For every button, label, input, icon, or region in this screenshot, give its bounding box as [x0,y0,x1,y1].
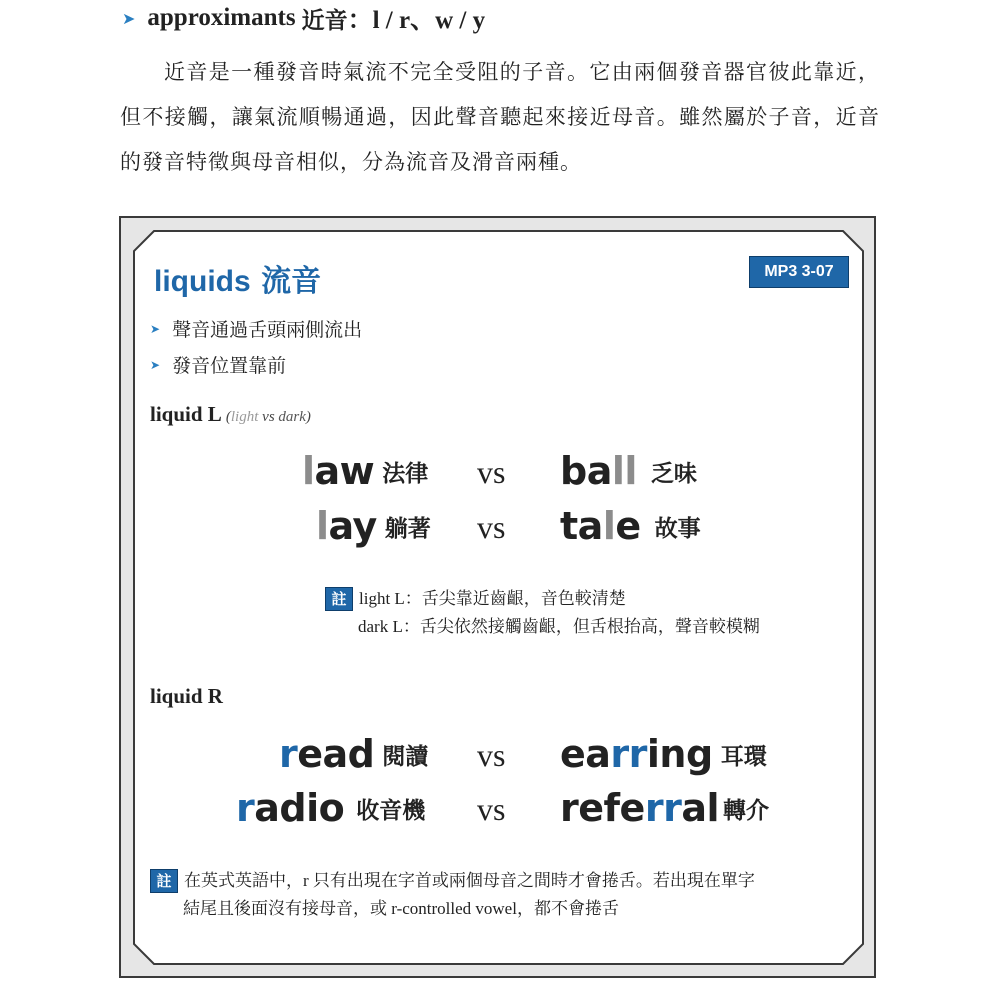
bullet-text: 發音位置靠前 [172,355,287,377]
word-part: refe [560,786,645,830]
mp3-track-badge: MP3 3-07 [749,256,849,288]
example-word [560,786,719,830]
example-word [560,732,713,776]
vs-label: vs [477,454,506,490]
vs-label: vs [477,791,506,827]
note-line [150,895,755,923]
liquid-r-label: liquid R [150,684,223,708]
example-word [316,504,377,548]
heading-chinese: 近音 [301,7,348,34]
bullet-text: 聲音通過舌頭兩側流出 [172,319,363,341]
liquid-l-heading [150,402,311,427]
word-gloss: 轉介 [722,797,769,824]
example-word [302,449,374,493]
word-rest: aw [314,449,375,493]
word-gloss: 故事 [654,515,701,542]
highlight-letter: rr [644,786,682,830]
vs-small: vs [262,409,275,425]
liquid-l-label: liquid L [150,402,221,426]
liquid-l-note [325,585,760,641]
note-tag: 註 [325,587,353,611]
word-part: ing [646,732,713,776]
note-text: dark L：舌尖依然接觸齒齦，但舌根抬高，聲音較模糊 [358,617,760,636]
word-gloss: 躺著 [384,515,431,542]
paren-close: ) [305,409,311,425]
word-part: ea [560,732,611,776]
note-text: 在英式英語中，r 只有出現在字首或兩個母音之間時才會捲舌。若出現在單字 [184,871,755,890]
light-dark-note [226,409,311,425]
word-pair-right [560,501,701,551]
panel-title-english: liquids [154,265,251,298]
word-gloss: 法律 [382,460,429,487]
note-line [325,613,760,641]
liquid-r-heading [150,684,223,709]
word-part: ta [560,504,603,548]
section-heading [122,2,485,34]
vs-label: vs [477,737,506,773]
word-rest: adio [254,786,345,830]
light-label: light [230,409,259,425]
chevron-right-icon: ➤ [150,357,161,372]
word-pair-left [302,446,428,496]
chevron-right-icon: ➤ [122,8,136,28]
highlight-letter: r [279,732,298,776]
word-rest: ead [297,732,375,776]
panel-title [154,256,321,300]
highlight-letter: l [316,504,329,548]
word-gloss: 收音機 [356,797,426,824]
word-gloss: 乏味 [650,460,697,487]
example-word [560,449,637,493]
example-word [236,786,344,830]
word-gloss: 閱讀 [382,743,429,770]
highlight-letter: l [602,504,616,548]
paren-open: ( [225,409,231,425]
highlight-letter: r [236,786,255,830]
vs-label: vs [477,509,506,545]
example-word [560,504,641,548]
word-pair-left [236,783,425,833]
note-tag: 註 [150,869,178,893]
chevron-right-icon: ➤ [150,321,161,336]
note-line [325,585,760,613]
note-text: 結尾且後面沒有接母音，或 r-controlled vowel，都不會捲舌 [183,899,619,918]
note-line [150,867,755,895]
word-part: ba [560,449,612,493]
word-pair-right [560,729,767,779]
highlight-letter: rr [610,732,647,776]
word-pair-right [560,783,769,833]
heading-english: approximants [147,4,296,31]
highlight-letter: ll [611,449,637,493]
word-pair-left [316,501,431,551]
highlight-letter: l [302,449,315,493]
note-text: light L：舌尖靠近齒齦，音色較清楚 [359,589,626,608]
word-gloss: 耳環 [720,743,767,770]
dark-label: dark [278,409,306,425]
liquid-r-note [150,867,755,923]
intro-paragraph: 近音是一種發音時氣流不完全受阻的子音。它由兩個發音器官彼此靠近，但不接觸，讓氣流順暢通過，因此聲音聽起來接近母音。雖然屬於子音，近音的發音特徵與母音相似，分為流音及滑音兩種。 [120,60,880,174]
word-pair-right [560,446,697,496]
panel-title-chinese: 流音 [261,264,322,299]
word-part: al [681,786,719,830]
example-word [279,732,374,776]
bullet-item [150,315,362,342]
heading-pairs: ：l / r、w / y [347,7,486,34]
word-part: e [615,504,641,548]
word-rest: ay [328,504,377,548]
bullet-item [150,351,286,378]
word-pair-left [279,729,428,779]
